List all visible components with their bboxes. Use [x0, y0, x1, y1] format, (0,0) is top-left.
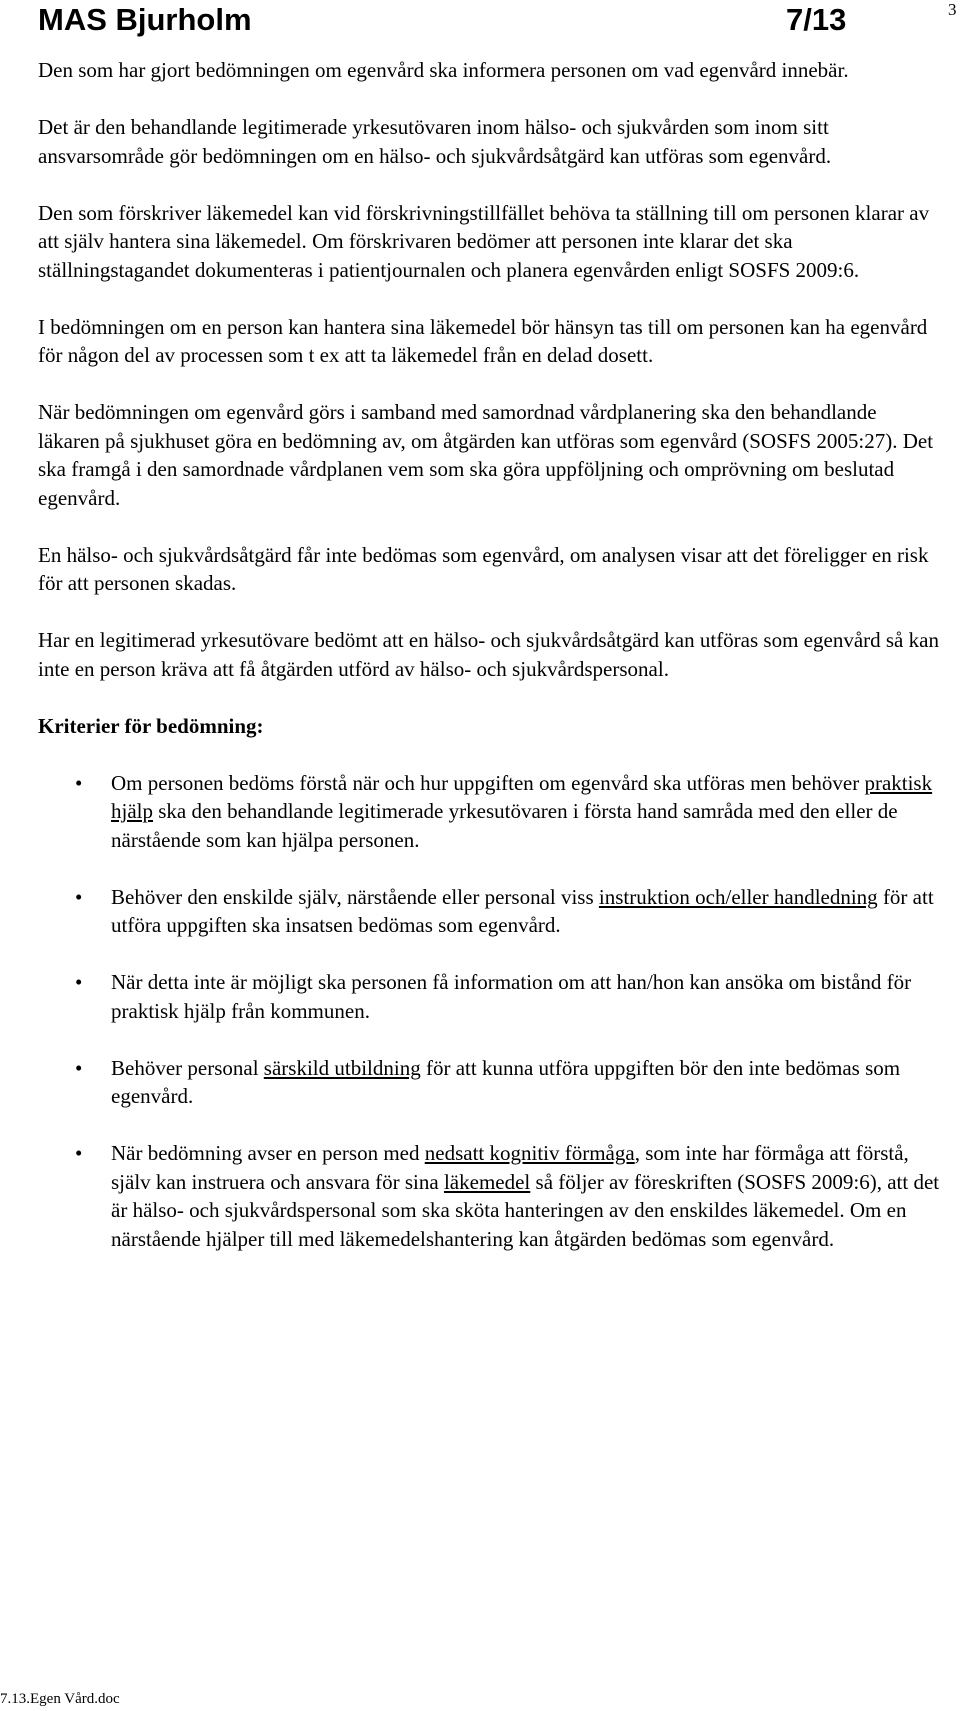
criteria-heading: Kriterier för bedömning:: [38, 713, 264, 738]
criteria-item-3-text: När detta inte är möjligt ska personen få information om att han/hon kan ansöka om bistånd för praktisk hjälp från kommunen.: [111, 970, 912, 1023]
list-item: [38, 968, 943, 1025]
bullet-icon: •: [75, 1141, 83, 1165]
paragraph-6: En hälso- och sjukvårdsåtgärd får inte bedömas som egenvård, om analysen visar att det föreligger en risk för att personen skadas.: [38, 542, 929, 595]
bullet-icon: •: [75, 884, 83, 909]
instruktion-handledning-term: instruktion och/eller handledning: [598, 884, 878, 909]
paragraph-1: Den som har gjort bedömningen om egenvård ska informera personen om vad egenvård innebär.: [38, 58, 849, 82]
bullet-icon: •: [75, 1055, 83, 1080]
criteria-item-5-text-mid: , som inte har förmåga att förstå, själv kan instruera och ansvara för sina: [111, 1141, 909, 1194]
paragraph-3-sentence-2: Om förskrivaren bedömer att personen inte klarar det ska ställningstagandet dokumenteras i patientjournalen och planera egenvården enligt SOSFS 2009:6.: [38, 229, 860, 282]
nedsatt-kognitiv-formaga-term: nedsatt kognitiv förmåga: [424, 1141, 635, 1165]
list-item: [38, 769, 943, 855]
criteria-item-2-text-end: för att utföra uppgiften ska insatsen bedömas som egenvård.: [111, 884, 934, 937]
paragraph-2: Det är den behandlande legitimerade yrkesutövaren inom hälso- och sjukvården som inom sitt ansvarsområde gör bedömningen om en hälso- och sjukvårdsåtgärd kan utföras som egenvård.: [38, 115, 832, 168]
criteria-item-4-text-end: för att kunna utföra uppgiften bör den inte bedömas som egenvård.: [111, 1055, 901, 1108]
sarskild-utbildning-term: särskild utbildning: [263, 1055, 421, 1080]
paragraph-3: [38, 199, 943, 285]
list-item: [38, 883, 943, 940]
header-doc-number: 7/13: [786, 2, 847, 37]
lakemedel-term: läkemedel: [443, 1169, 531, 1194]
criteria-item-1-text-end: ska den behandlande legitimerade yrkesutövaren i första hand samråda med den eller de närstående som kan hjälpa personen.: [111, 799, 898, 852]
footer-filename: 7.13.Egen Vård.doc: [0, 1691, 120, 1707]
paragraph-7: Har en legitimerad yrkesutövare bedömt att en hälso- och sjukvårdsåtgärd kan utföras som egenvård så kan inte en person kräva att få åtgärden utförd av hälso- och sjukvårdspersonal.: [38, 628, 939, 681]
page-number: 3: [948, 0, 957, 19]
criteria-item-5-text-end: så följer av föreskriften (SOSFS 2009:6), att det är hälso- och sjukvårdspersonal som ska sköta hanteringen av den enskildes läkemedel. Om en närstående hjälper till med läkemedelshantering kan åtgärden bedömas som egenvård.: [111, 1169, 940, 1251]
criteria-list: [38, 769, 943, 1254]
criteria-item-5-text-start: När bedömning avser en person med: [111, 1141, 425, 1165]
paragraph-3-sentence-1: Den som förskriver läkemedel kan vid förskrivningstillfället behöva ta ställning till om personen klarar av att själv hantera sina läkemedel.: [38, 200, 930, 253]
criteria-item-2-text-start: Behöver den enskilde själv, närstående eller personal viss: [111, 884, 599, 909]
list-item: [38, 1139, 943, 1253]
bullet-icon: •: [75, 970, 83, 994]
list-item: [38, 1054, 943, 1111]
document-body: [38, 56, 943, 1282]
criteria-item-1-text-start: Om personen bedöms förstå när och hur uppgiften om egenvård ska utföras men behöver: [111, 770, 865, 795]
paragraph-5: När bedömningen om egenvård görs i samband med samordnad vårdplanering ska den behandlande läkaren på sjukhuset göra en bedömning av, om åtgärden kan utföras som egenvård (SOSFS 2005:27). Det ska framgå i den samordnade vårdplanen vem som ska göra uppföljning och omprövning om beslutad egenvård.: [38, 400, 934, 510]
header-title: MAS Bjurholm: [38, 2, 252, 37]
bullet-icon: •: [75, 770, 83, 795]
praktisk-hjalp-term: praktisk hjälp: [111, 770, 933, 823]
paragraph-4: I bedömningen om en person kan hantera sina läkemedel bör hänsyn tas till om personen kan ha egenvård för någon del av processen som t ex att ta läkemedel från en delad dosett.: [38, 314, 928, 367]
criteria-item-4-text-start: Behöver personal: [111, 1055, 264, 1080]
